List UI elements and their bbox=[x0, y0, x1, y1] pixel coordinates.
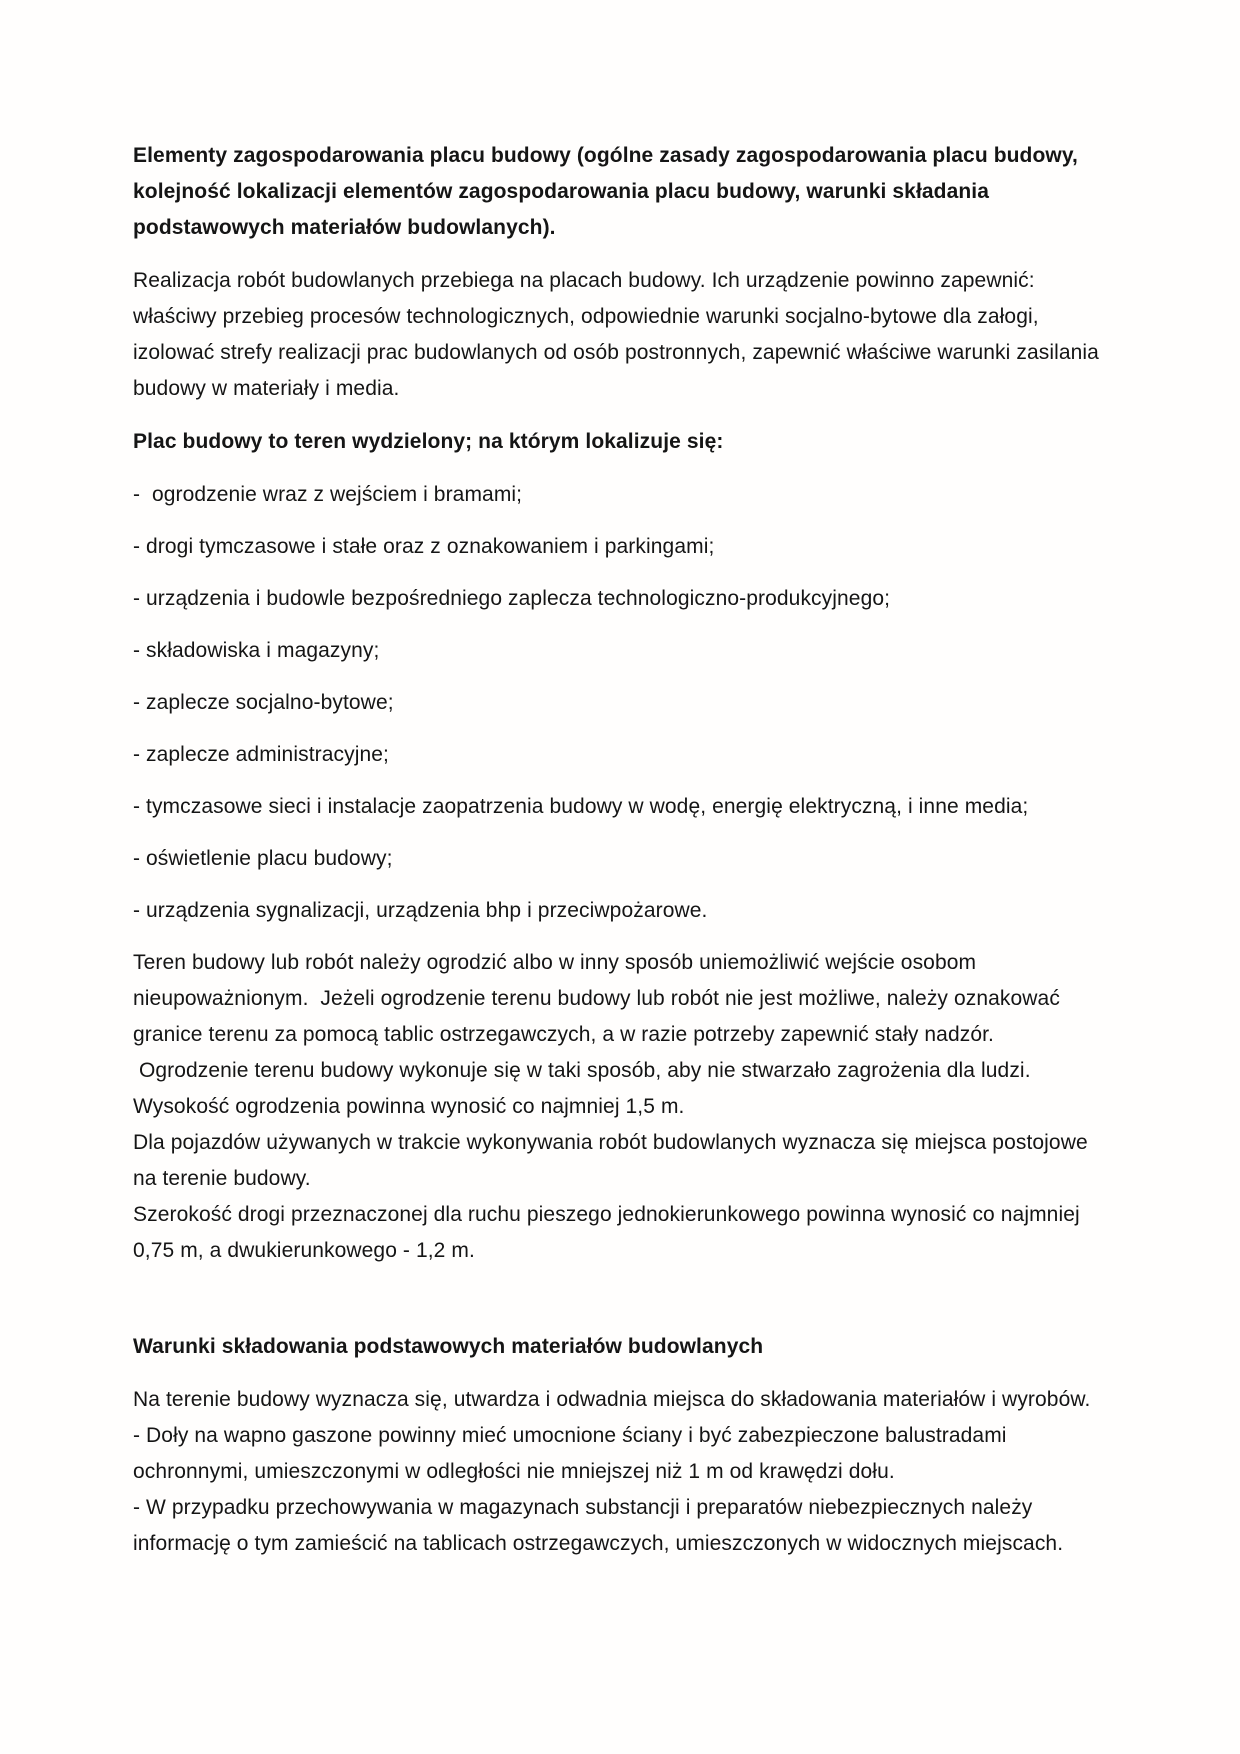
site-elements-list bbox=[133, 477, 1109, 929]
fencing-line: Wysokość ogrodzenia powinna wynosić co najmniej 1,5 m. bbox=[133, 1095, 685, 1118]
list-item: - zaplecze socjalno-bytowe; bbox=[133, 691, 394, 714]
storage-paragraph bbox=[133, 1382, 1109, 1562]
document-content bbox=[133, 138, 1109, 1562]
list-item: - ogrodzenie wraz z wejściem i bramami; bbox=[133, 483, 523, 506]
list-item: - zaplecze administracyjne; bbox=[133, 743, 389, 766]
fencing-line: Dla pojazdów używanych w trakcie wykonywania robót budowlanych wyznacza się miejsca postojowe na terenie budowy. bbox=[133, 1131, 1094, 1190]
storage-heading: Warunki składowania podstawowych materiałów budowlanych bbox=[133, 1335, 764, 1358]
list-item: - urządzenia i budowle bezpośredniego zaplecza technologiczno-produkcyjnego; bbox=[133, 587, 891, 610]
list-item: - tymczasowe sieci i instalacje zaopatrzenia budowy w wodę, energię elektryczną, i inne media; bbox=[133, 795, 1029, 818]
storage-line: Na terenie budowy wyznacza się, utwardza i odwadnia miejsca do składowania materiałów i wyrobów. bbox=[133, 1388, 1091, 1411]
storage-line: - W przypadku przechowywania w magazynach substancji i preparatów niebezpiecznych należy informację o tym zamieścić na tablicach ostrzegawczych, umieszczonych w widocznych miejscach. bbox=[133, 1496, 1064, 1555]
fencing-line: Teren budowy lub robót należy ogrodzić albo w inny sposób uniemożliwić wejście osobom nieupoważnionym. Jeżeli ogrodzenie terenu budowy lub robót nie jest możliwe, należy oznakować granice terenu za pomocą tablic ostrzegawczych, a w razie potrzeby zapewnić stały nadzór. bbox=[133, 951, 1066, 1046]
document-title: Elementy zagospodarowania placu budowy (ogólne zasady zagospodarowania placu budowy, kolejność lokalizacji elementów zagospodarowania placu budowy, warunki składania podstawowych materiałów budowlanych). bbox=[133, 144, 1084, 239]
list-item: - oświetlenie placu budowy; bbox=[133, 847, 393, 870]
fencing-line: Ogrodzenie terenu budowy wykonuje się w taki sposób, aby nie stwarzało zagrożenia dla ludzi. bbox=[133, 1059, 1031, 1082]
list-item: - drogi tymczasowe i stałe oraz z oznakowaniem i parkingami; bbox=[133, 535, 715, 558]
storage-line: - Doły na wapno gaszone powinny mieć umocnione ściany i być zabezpieczone balustradami ochronnymi, umieszczonymi w odległości nie mniejszej niż 1 m od krawędzi dołu. bbox=[133, 1424, 1013, 1483]
list-item: - urządzenia sygnalizacji, urządzenia bhp i przeciwpożarowe. bbox=[133, 899, 708, 922]
fencing-line: Szerokość drogi przeznaczonej dla ruchu pieszego jednokierunkowego powinna wynosić co najmniej 0,75 m, a dwukierunkowego - 1,2 m. bbox=[133, 1203, 1086, 1262]
site-elements-heading: Plac budowy to teren wydzielony; na którym lokalizuje się: bbox=[133, 430, 724, 453]
fencing-paragraph bbox=[133, 945, 1109, 1269]
list-item: - składowiska i magazyny; bbox=[133, 639, 380, 662]
intro-paragraph: Realizacja robót budowlanych przebiega na placach budowy. Ich urządzenie powinno zapewnić: właściwy przebieg procesów technologicznych, odpowiednie warunki socjalno-bytowe dla załogi, izolować strefy realizacji prac budowlanych od osób postronnych, zapewnić właściwe warunki zasilania budowy w materiały i media. bbox=[133, 269, 1105, 400]
